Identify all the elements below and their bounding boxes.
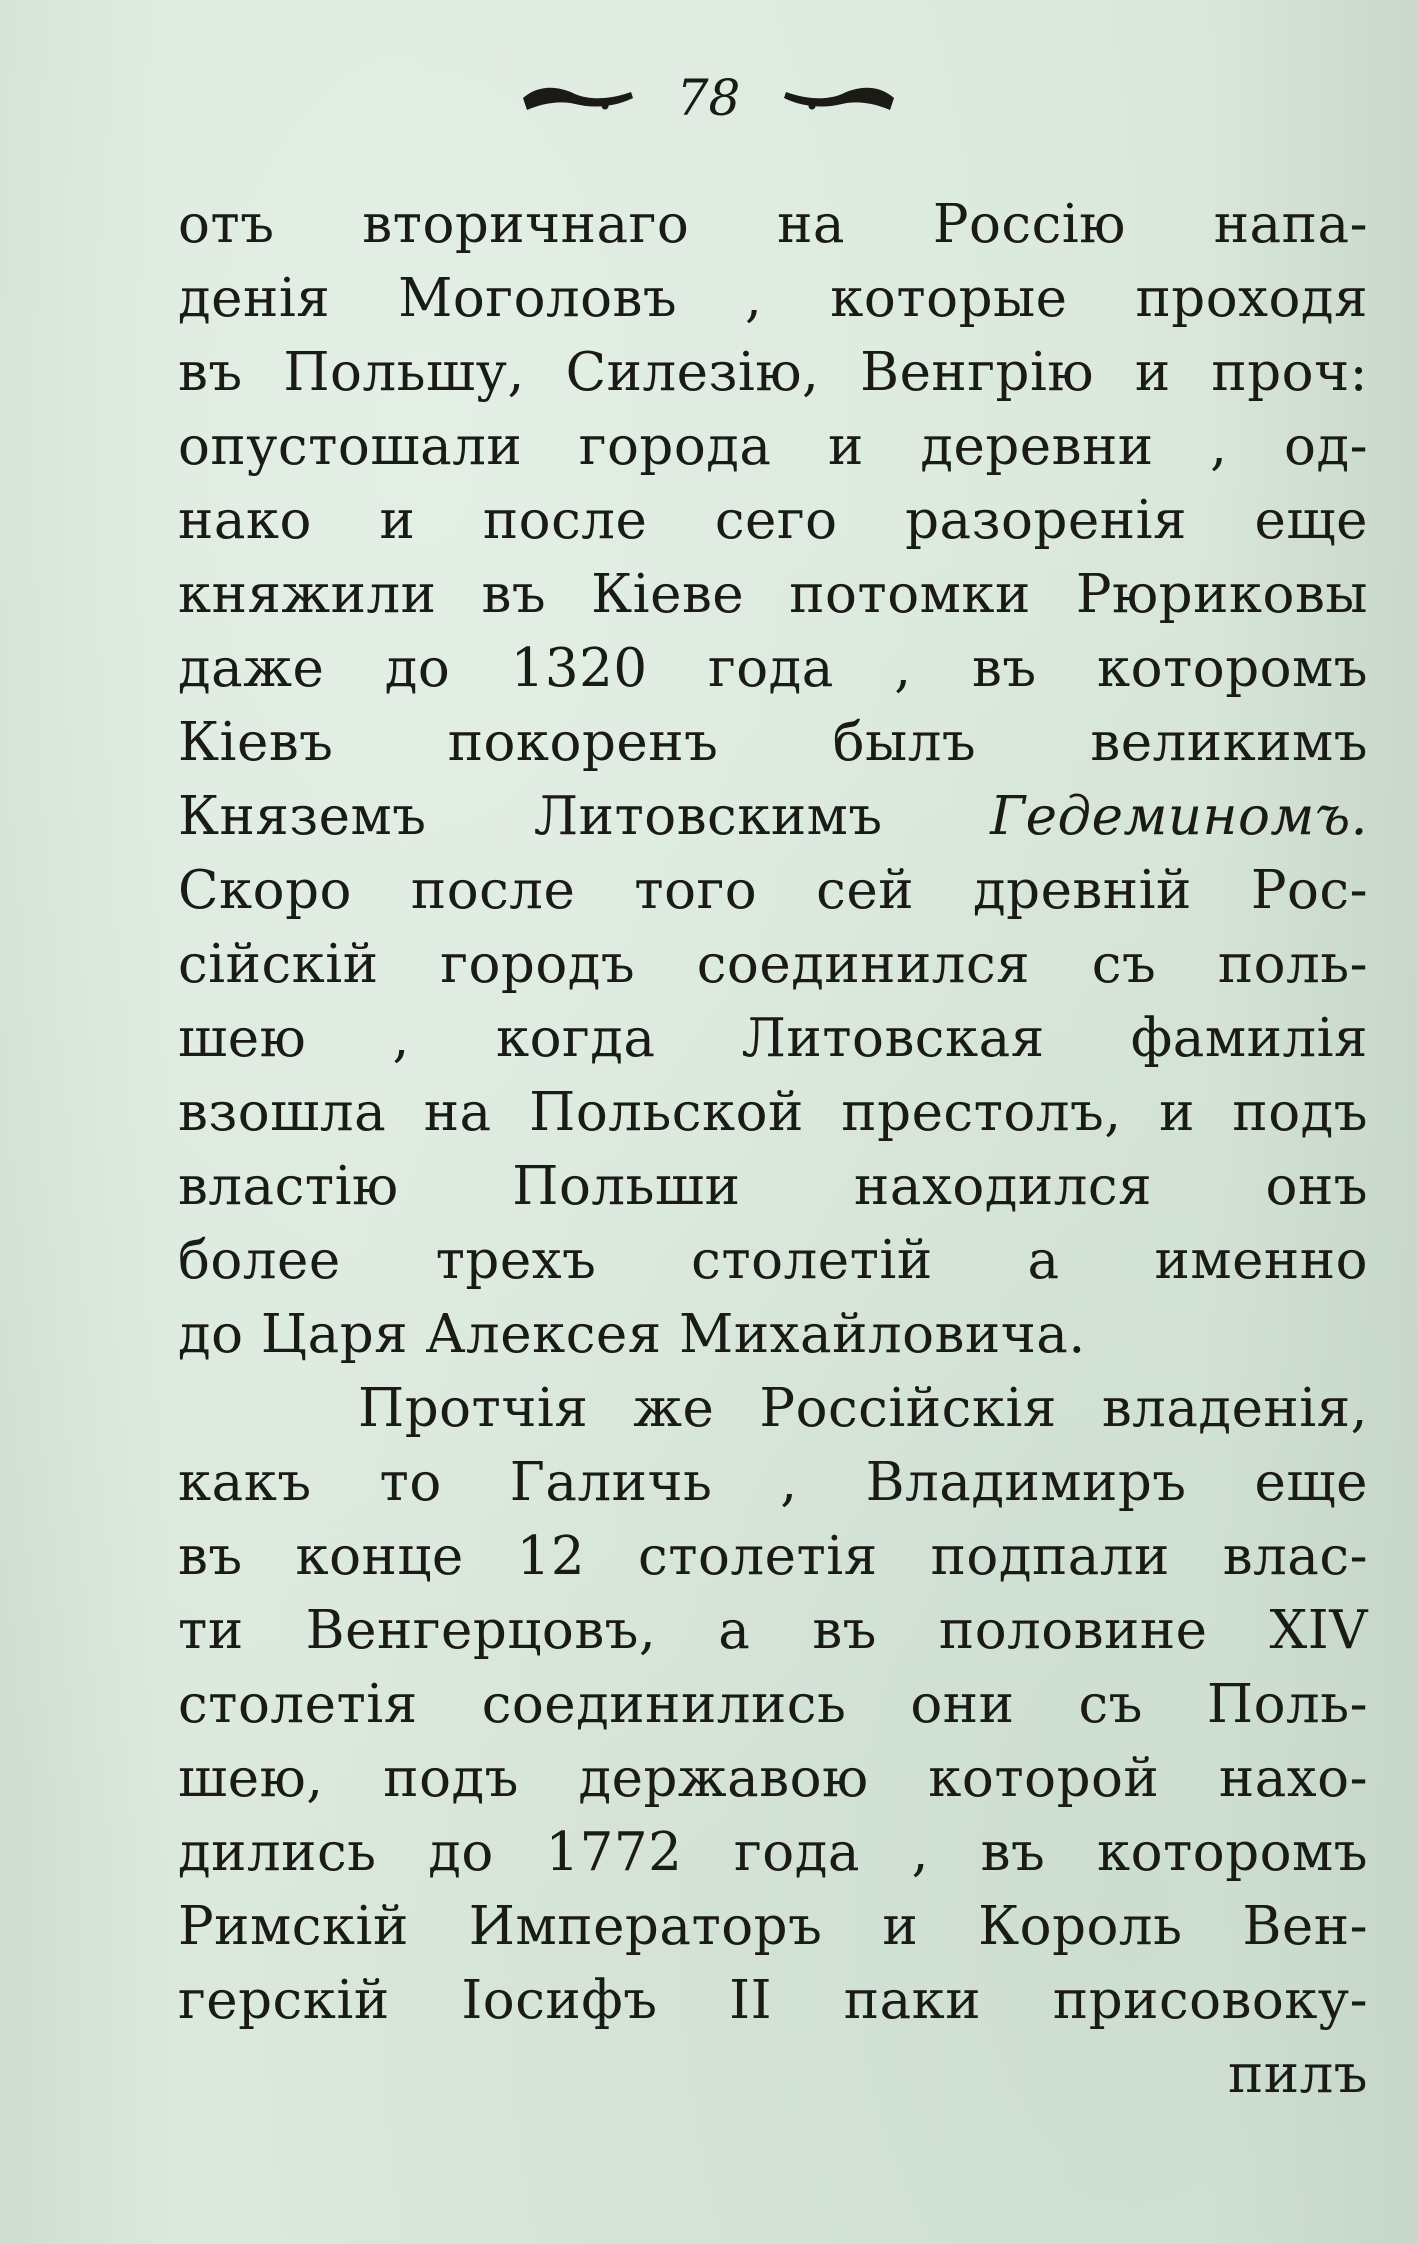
right-fleuron-icon bbox=[780, 78, 898, 118]
text-line: сiйскiй городъ соединился съ поль- bbox=[178, 934, 1368, 995]
text-line: властiю Польши находился онъ bbox=[178, 1156, 1368, 1217]
text-line-with-name bbox=[178, 780, 1368, 854]
text-line: шею, подъ державою которой нахо- bbox=[178, 1748, 1368, 1809]
text-line: даже до 1320 года , въ которомъ bbox=[178, 638, 1368, 699]
text-line: Римскiй Императоръ и Король Вен- bbox=[178, 1896, 1368, 1957]
text-line: более трехъ столетiй а именно bbox=[178, 1230, 1368, 1291]
text-line: въ конце 12 столетiя подпали влас- bbox=[178, 1526, 1368, 1587]
left-fleuron-icon bbox=[519, 78, 637, 118]
text-line: ти Венгерцовъ, а въ половине XIV bbox=[178, 1600, 1368, 1661]
catchword: пилъ bbox=[1227, 2044, 1368, 2105]
text-line: дились до 1772 года , въ которомъ bbox=[178, 1822, 1368, 1883]
text-line: Кiевъ покоренъ былъ великимъ bbox=[178, 712, 1368, 773]
text-line: княжили въ Кiеве потомки Рюриковы bbox=[178, 564, 1368, 625]
text-line: денiя Моголовъ , которые проходя bbox=[178, 268, 1368, 329]
text-line: нако и после сего разоренiя еще bbox=[178, 490, 1368, 551]
text-line: отъ вторичнаго на Россiю напа- bbox=[178, 194, 1368, 255]
page-number: 78 bbox=[676, 69, 741, 127]
italic-name: Гедеминомъ. bbox=[990, 786, 1368, 847]
paragraph-start-line: Протчiя же Россiйскiя владенiя, bbox=[358, 1378, 1368, 1439]
text-line: опустошали города и деревни , од- bbox=[178, 416, 1368, 477]
text-line: столетiя соединились они съ Поль- bbox=[178, 1674, 1368, 1735]
body-text bbox=[178, 188, 1368, 2112]
text-line: Скоро после того сей древнiй Рос- bbox=[178, 860, 1368, 921]
text-line: взошла на Польской престолъ, и подъ bbox=[178, 1082, 1368, 1143]
text-line: шею , когда Литовская фамилiя bbox=[178, 1008, 1368, 1069]
text-line: какъ то Галичь , Владимиръ еще bbox=[178, 1452, 1368, 1513]
text-line: герскiй Iосифъ II паки присовоку- bbox=[178, 1970, 1368, 2031]
paragraph-end-line: до Царя Алексея Михайловича. bbox=[178, 1304, 1086, 1365]
page-header bbox=[0, 58, 1417, 138]
text-line: въ Польшу, Силезiю, Венгрiю и проч: bbox=[178, 342, 1368, 403]
text-segment: Княземъ Литовскимъ bbox=[178, 786, 883, 847]
